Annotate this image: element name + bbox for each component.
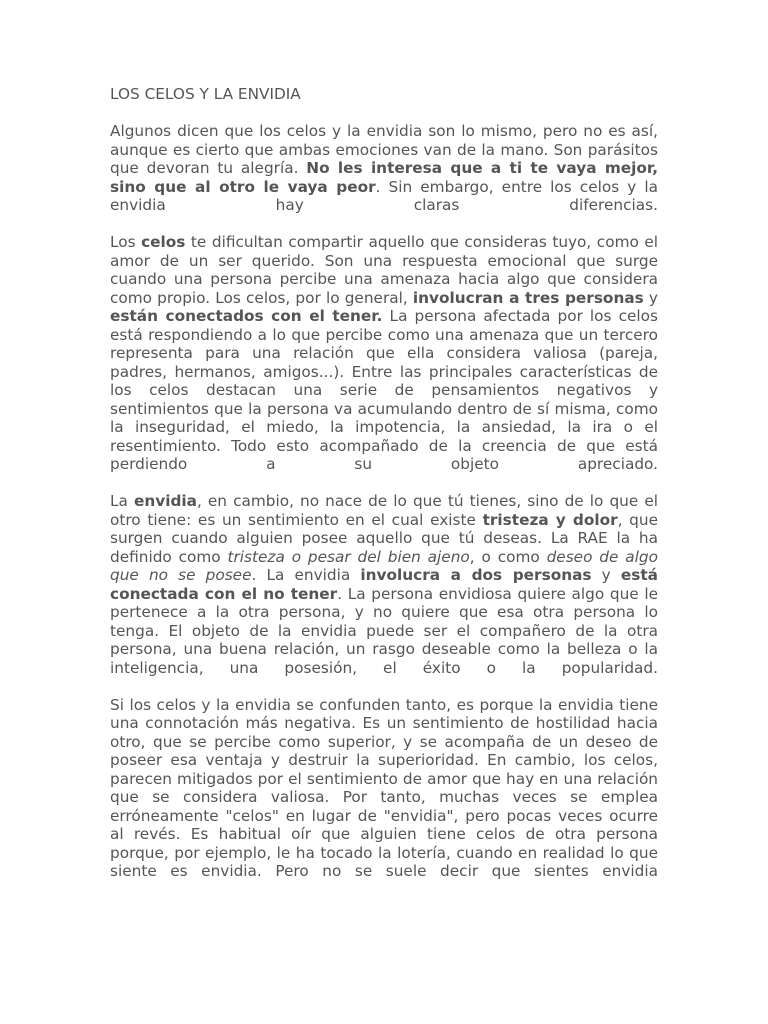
bold-phrase: involucra a dos personas bbox=[360, 566, 592, 584]
paragraph-text: . La envidia bbox=[251, 566, 361, 584]
bold-phrase: tristeza y dolor bbox=[482, 510, 618, 529]
bold-phrase: envidia bbox=[133, 492, 197, 510]
bold-phrase: No les interesa que a ti te vaya mejor, sino que al otro le vaya peor bbox=[110, 159, 659, 196]
document-title: LOS CELOS Y LA ENVIDIA bbox=[110, 85, 301, 103]
bold-phrase: está conectada con el no tener bbox=[110, 566, 658, 603]
document-page bbox=[110, 85, 658, 881]
paragraph-text: . La persona envidiosa quiere algo que le pertenece a la otra persona, y no quiere que esa otra persona lo tenga. El objeto de la envidia puede ser el compañero de la otra persona, una buena relación, un rasgo deseable como la belleza o la inteligencia, una posesión, el éxito o la popularidad. bbox=[110, 584, 658, 677]
bold-phrase: celos bbox=[141, 233, 186, 251]
paragraph-text: y bbox=[643, 288, 658, 307]
paragraph-text: , en cambio, no nace de lo que tú tienes, sino de lo que el otro tiene: es un sentimiento en el cual existe bbox=[110, 492, 658, 529]
paragraph-intro bbox=[110, 122, 658, 215]
paragraph-text: te dificultan compartir aquello que consideras tuyo, como el amor de un ser querido. Son una respuesta emocional que surge cuando una persona percibe una amenaza hacia algo que considera como propio. Los celos, por lo general, bbox=[110, 233, 658, 307]
paragraph-text: Algunos dicen que los celos y la envidia son lo mismo, pero no es así, aunque es cierto que ambas emociones van de la mano. Son parásitos que devoran tu alegría. bbox=[110, 122, 658, 177]
paragraph-comparison bbox=[110, 696, 658, 881]
italic-phrase: tristeza o pesar del bien ajeno bbox=[227, 547, 470, 566]
paragraph-text: La bbox=[110, 492, 134, 510]
paragraph-text: , o como bbox=[469, 547, 547, 566]
paragraph-celos bbox=[110, 233, 658, 474]
paragraph-text: Si los celos y la envidia se confunden tanto, es porque la envidia tiene una connotación más negativa. Es un sentimiento de hostilidad hacia otro, que se percibe como superior, y se acompaña de un deseo de poseer esa ventaja y destruir la superioridad. En cambio, los celos, parecen mitigados por el sentimiento de amor que hay en una relación que se considera valiosa. Por tanto, muchas veces se emplea erróneamente "celos" en lugar de "envidia", pero pocas veces ocurre al revés. Es habitual oír que alguien tiene celos de otra persona porque, por ejemplo, le ha tocado la lotería, cuando en realidad lo que siente es envidia. Pero no se suele decir que sientes envidia bbox=[110, 695, 658, 880]
paragraph-envidia bbox=[110, 492, 658, 677]
paragraph-text: y bbox=[591, 566, 621, 584]
paragraph-text: . Sin embargo, entre los celos y la envidia hay claras diferencias. bbox=[110, 177, 658, 214]
paragraph-text: Los bbox=[110, 233, 142, 251]
paragraph-text: La persona afectada por los celos está respondiendo a lo que percibe como una amenaza que un tercero representa para una relación que ella considera valiosa (pareja, padres, hermanos, amigos...). Entre las principales características de los celos destacan una serie de pensamientos negativos y sentimientos que la persona va acumulando dentro de sí misma, como la inseguridad, el miedo, la impotencia, la ansiedad, la ira o el resentimiento. Todo esto acompañado de la creencia de que está perdiendo a su objeto apreciado. bbox=[110, 307, 658, 473]
italic-phrase: deseo de algo que no se posee bbox=[110, 547, 658, 584]
paragraph-text: , que surgen cuando alguien posee aquello que tú deseas. La RAE la ha definido como bbox=[110, 510, 658, 566]
bold-phrase: involucran a tres personas bbox=[412, 288, 644, 307]
bold-phrase: están conectados con el tener. bbox=[110, 307, 383, 325]
